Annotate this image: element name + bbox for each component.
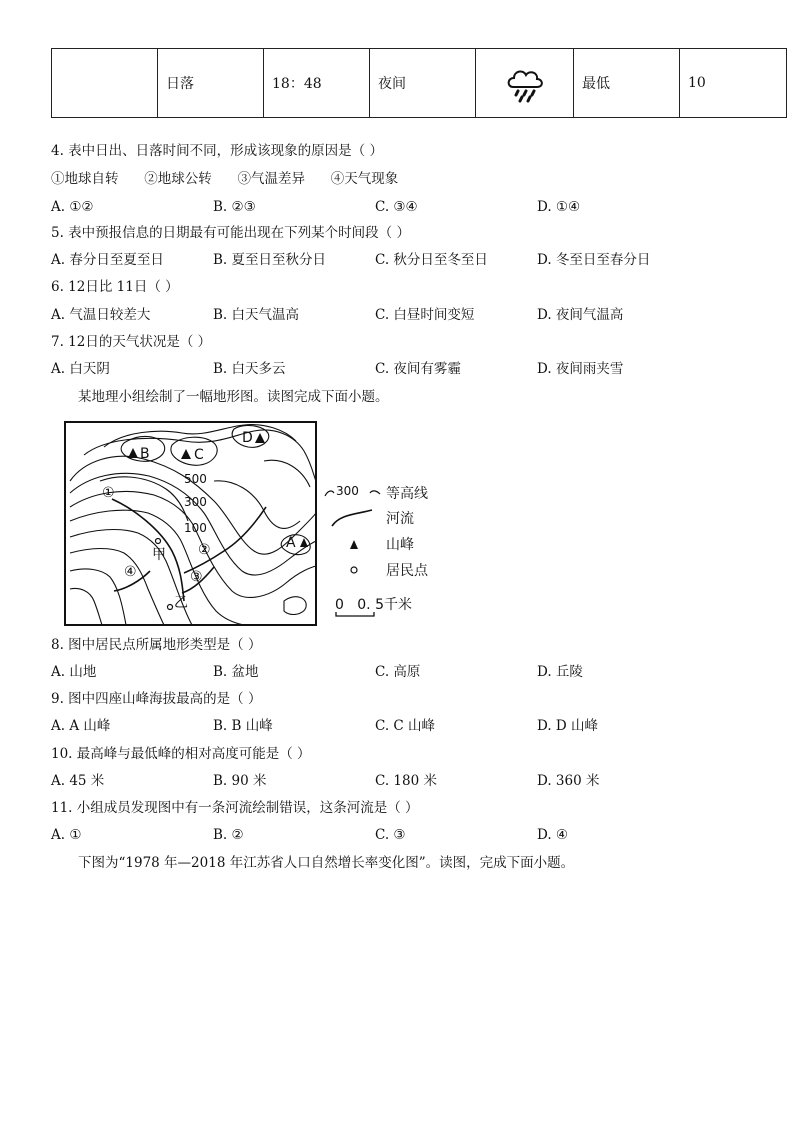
q7-option-b: B. 白天多云 — [213, 361, 286, 377]
q8-option-b: B. 盆地 — [213, 664, 259, 680]
q10-stem: 10. 最高峰与最低峰的相对高度可能是（ ） — [51, 746, 311, 762]
q4-option-c: C. ③④ — [375, 199, 418, 215]
map-label-peak-c: C — [194, 447, 204, 463]
legend-river-icon — [332, 510, 372, 526]
legend-contour-icon — [325, 491, 334, 496]
q8-stem: 8. 图中居民点所属地形类型是（ ） — [51, 637, 262, 653]
legend-peak-icon — [350, 540, 358, 549]
q7-option-c: C. 夜间有雾霾 — [375, 361, 461, 377]
weather-table — [51, 48, 787, 118]
q9-option-d: D. D 山峰 — [537, 718, 599, 734]
q11-option-c: C. ③ — [375, 827, 406, 843]
map-contour-300: 300 — [184, 495, 207, 509]
q10-option-a: A. 45 米 — [51, 773, 105, 789]
q11-option-d: D. ④ — [537, 827, 569, 843]
map-label-peak-a: A — [286, 535, 296, 551]
topographic-map — [64, 421, 318, 627]
q4-stem: 4. 表中日出、日落时间不同，形成该现象的原因是（ ） — [51, 143, 383, 159]
map-river-4: ④ — [124, 564, 137, 580]
legend-river-label: 河流 — [386, 511, 414, 527]
table-cell-empty — [52, 49, 158, 118]
legend-contour-value: 300 — [336, 484, 359, 498]
map-river-2: ② — [198, 542, 211, 558]
q7-option-d: D. 夜间雨夹雪 — [537, 361, 624, 377]
table-cell-night-label: 夜间 — [370, 49, 476, 118]
q6-option-d: D. 夜间气温高 — [537, 307, 624, 323]
map-contour-100: 100 — [184, 521, 207, 535]
q5-option-b: B. 夏至日至秋分日 — [213, 252, 327, 268]
q10-option-b: B. 90 米 — [213, 773, 267, 789]
map-intro: 某地理小组绘制了一幅地形图。读图完成下面小题。 — [78, 389, 389, 405]
q6-option-b: B. 白天气温高 — [213, 307, 300, 323]
map-place-jia: 甲 — [152, 547, 166, 563]
q5-option-a: A. 春分日至夏至日 — [51, 252, 164, 268]
q11-stem: 11. 小组成员发现图中有一条河流绘制错误，这条河流是（ ） — [51, 800, 419, 816]
legend-contour-label: 等高线 — [386, 486, 428, 502]
q9-option-b: B. B 山峰 — [213, 718, 273, 734]
rain-cloud-icon — [503, 61, 547, 105]
q6-stem: 6. 12日比 11日（ ） — [51, 279, 179, 295]
map-place-yi: 乙 — [174, 595, 188, 611]
map-legend — [322, 478, 462, 618]
q10-option-d: D. 360 米 — [537, 773, 600, 789]
q7-option-a: A. 白天阴 — [51, 361, 110, 377]
q5-option-c: C. 秋分日至冬至日 — [375, 252, 488, 268]
q6-option-a: A. 气温日较差大 — [51, 307, 151, 323]
q4-option-a: A. ①② — [51, 199, 94, 215]
table-cell-sunset-label: 日落 — [158, 49, 264, 118]
q4-option-b: B. ②③ — [213, 199, 256, 215]
q4-items: ①地球自转 ②地球公转 ③气温差异 ④天气现象 — [51, 171, 399, 187]
table-cell-low-value: 10 — [680, 49, 787, 118]
map-label-peak-b: B — [140, 446, 150, 462]
q9-option-a: A. A 山峰 — [51, 718, 111, 734]
chart-intro: 下图为“1978 年—2018 年江苏省人口自然增长率变化图”。读图，完成下面小题。 — [78, 855, 575, 871]
legend-peak-label: 山峰 — [386, 537, 414, 553]
map-label-peak-d: D — [242, 430, 253, 446]
q11-option-b: B. ② — [213, 827, 244, 843]
q5-option-d: D. 冬至日至春分日 — [537, 252, 651, 268]
map-river-3: ③ — [190, 569, 203, 585]
legend-settlement-label: 居民点 — [386, 563, 428, 579]
q4-option-d: D. ①④ — [537, 199, 581, 215]
table-cell-sunset-time: 18：48 — [264, 49, 370, 118]
table-cell-weather-icon — [476, 49, 574, 118]
q9-stem: 9. 图中四座山峰海拔最高的是（ ） — [51, 691, 262, 707]
map-contour-500: 500 — [184, 472, 207, 486]
q6-option-c: C. 白昼时间变短 — [375, 307, 475, 323]
q7-stem: 7. 12日的天气状况是（ ） — [51, 334, 212, 350]
map-river-1: ① — [102, 485, 115, 501]
q8-option-c: C. 高原 — [375, 664, 421, 680]
scale-label: 0 0. 5千米 — [335, 597, 412, 613]
q10-option-c: C. 180 米 — [375, 773, 437, 789]
q9-option-c: C. C 山峰 — [375, 718, 436, 734]
legend-settlement-icon — [351, 567, 357, 573]
table-row — [52, 49, 787, 118]
q11-option-a: A. ① — [51, 827, 82, 843]
q8-option-a: A. 山地 — [51, 664, 97, 680]
q8-option-d: D. 丘陵 — [537, 664, 583, 680]
q5-stem: 5. 表中预报信息的日期最有可能出现在下列某个时间段（ ） — [51, 225, 410, 241]
table-cell-low-label: 最低 — [574, 49, 680, 118]
